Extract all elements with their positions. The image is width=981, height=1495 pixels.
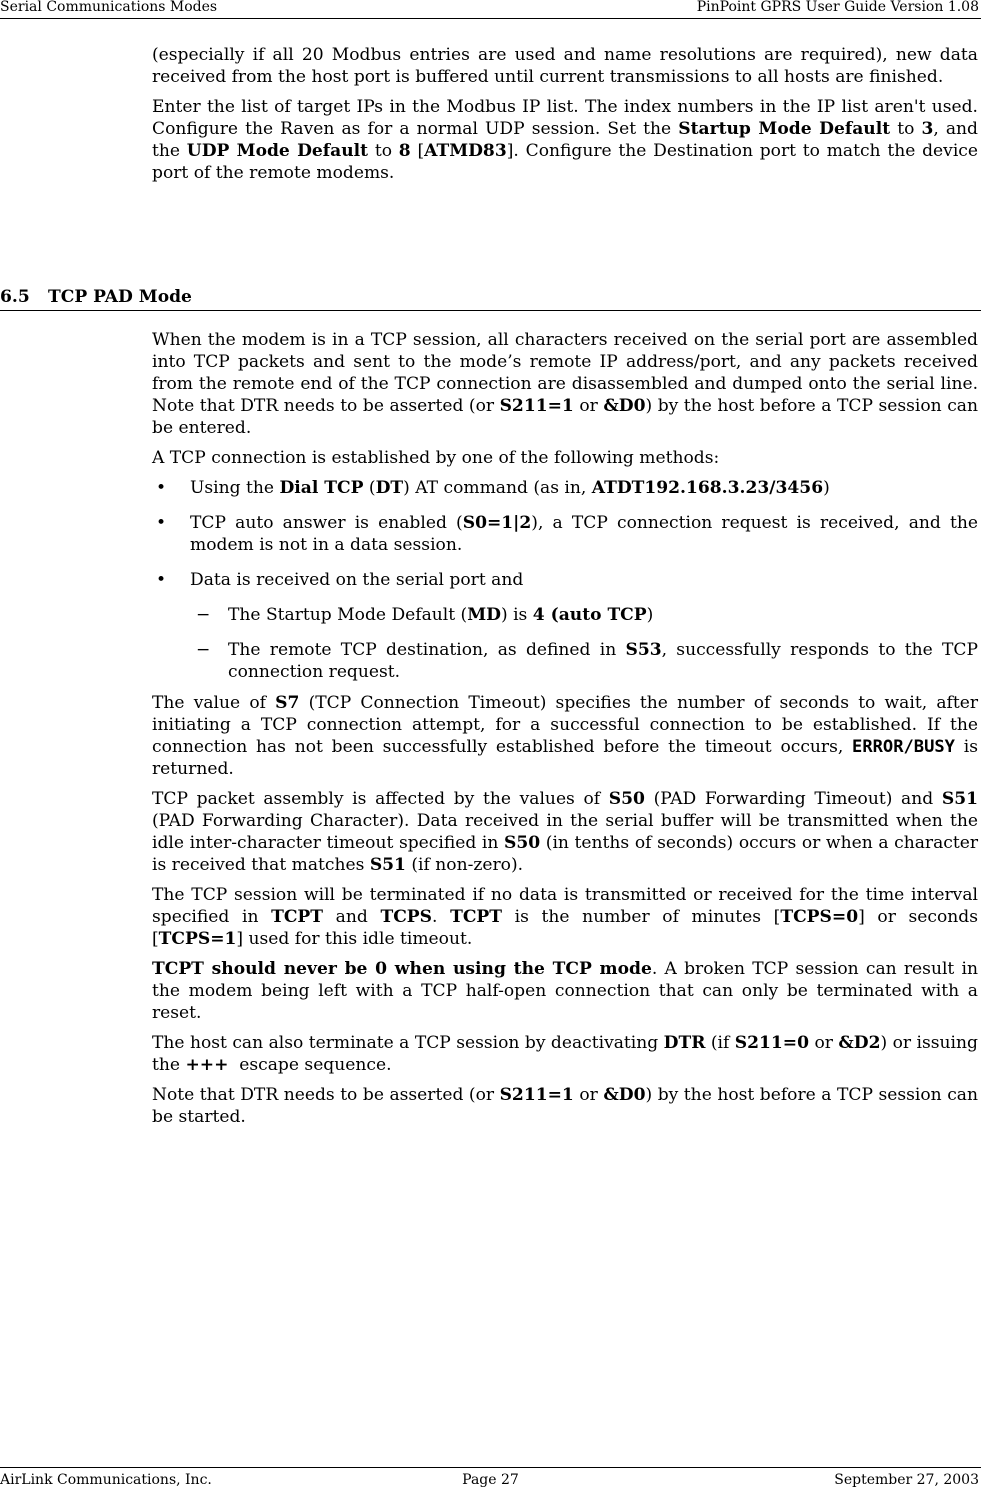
dash-icon: −	[196, 605, 211, 625]
header-chapter-title: Serial Communications Modes	[0, 0, 218, 15]
footer-company: AirLink Communications, Inc.	[0, 1472, 212, 1488]
bullet-icon: •	[156, 513, 167, 533]
section-number: 6.5	[0, 287, 30, 307]
paragraph-modbus-buffer: (especially if all 20 Modbus entries are used and name resolutions are required), new data received from the host port is buffered until current transmissions to all hosts are finished.	[152, 45, 978, 87]
paragraph-connection-methods: A TCP connection is established by one of the following methods:	[152, 448, 720, 468]
paragraph-packet-assembly: TCP packet assembly is affected by the values of S50 (PAD Forwarding Timeout) and S51 (PAD Forwarding Character). Data received in the serial buffer will be transmitted when the idle inter-character timeout specified in S50 (in tenths of seconds) occurs or when a character is received that matches S51 (if non-zero).	[152, 789, 979, 875]
section-heading	[0, 286, 981, 311]
list-item: • Using the Dial TCP (DT) AT command (as in, ATDT192.168.3.23/3456)	[156, 478, 830, 498]
list-item: • TCP auto answer is enabled (S0=1|2), a TCP connection request is received, and the modem is not in a data session.	[156, 513, 978, 555]
continued-text-block	[152, 44, 978, 192]
sub-list	[152, 604, 978, 683]
list-item: • Data is received on the serial port and − The Startup Mode Default (MD) is 4 (auto TCP) − The remote TCP destination, as defined in S53, successfully responds to the TCP connection request.	[152, 569, 978, 683]
section-body	[152, 329, 978, 1136]
paragraph-dtr-note: Note that DTR needs to be asserted (or S211=1 or &D0) by the host before a TCP session can be started.	[152, 1085, 978, 1127]
bullet-icon: •	[156, 570, 167, 590]
sub-list-item: − The Startup Mode Default (MD) is 4 (auto TCP)	[196, 605, 654, 625]
dash-icon: −	[196, 640, 211, 660]
section-title: TCP PAD Mode	[48, 287, 192, 307]
page-footer	[0, 1467, 981, 1494]
bullet-icon: •	[156, 478, 167, 498]
paragraph-tcp-session: When the modem is in a TCP session, all characters received on the serial port are assembled into TCP packets and sent to the mode’s remote IP address/port, and any packets received from the remote end of the TCP connection are disassembled and dumped onto the serial line. Note that DTR needs to be asserted (or S211=1 or &D0) by the host before a TCP session can be entered.	[152, 330, 978, 438]
paragraph-s7-timeout: The value of S7 (TCP Connection Timeout) specifies the number of seconds to wait, after initiating a TCP connection attempt, for a successful connection to be established. If the connection has not been successfully established before the timeout occurs, ERROR/BUSY is returned.	[152, 693, 978, 779]
header-document-title: PinPoint GPRS User Guide Version 1.08	[696, 0, 979, 15]
method-list	[152, 477, 978, 683]
paragraph-modbus-config: Enter the list of target IPs in the Modbus IP list. The index numbers in the IP list aren't used. Configure the Raven as for a normal UDP session. Set the Startup Mode Default to 3, and the UDP Mode Default to 8 [ATMD83]. Configure the Destination port to match the device port of the remote modems.	[152, 97, 978, 183]
footer-date: September 27, 2003	[834, 1472, 979, 1488]
footer-page-number: Page 27	[462, 1472, 519, 1488]
paragraph-host-terminate: The host can also terminate a TCP session by deactivating DTR (if S211=0 or &D2) or issuing the +++ escape sequence.	[152, 1033, 978, 1075]
paragraph-tcpt-warning: TCPT should never be 0 when using the TCP mode. A broken TCP session can result in the modem being left with a TCP half-open connection that can only be terminated with a reset.	[152, 959, 978, 1023]
paragraph-idle-timeout: The TCP session will be terminated if no data is transmitted or received for the time interval specified in TCPT and TCPS. TCPT is the number of minutes [TCPS=0] or seconds [TCPS=1] used for this idle timeout.	[152, 885, 979, 949]
sub-list-item: − The remote TCP destination, as defined in S53, successfully responds to the TCP connection request.	[196, 640, 978, 682]
page-header	[0, 0, 981, 19]
